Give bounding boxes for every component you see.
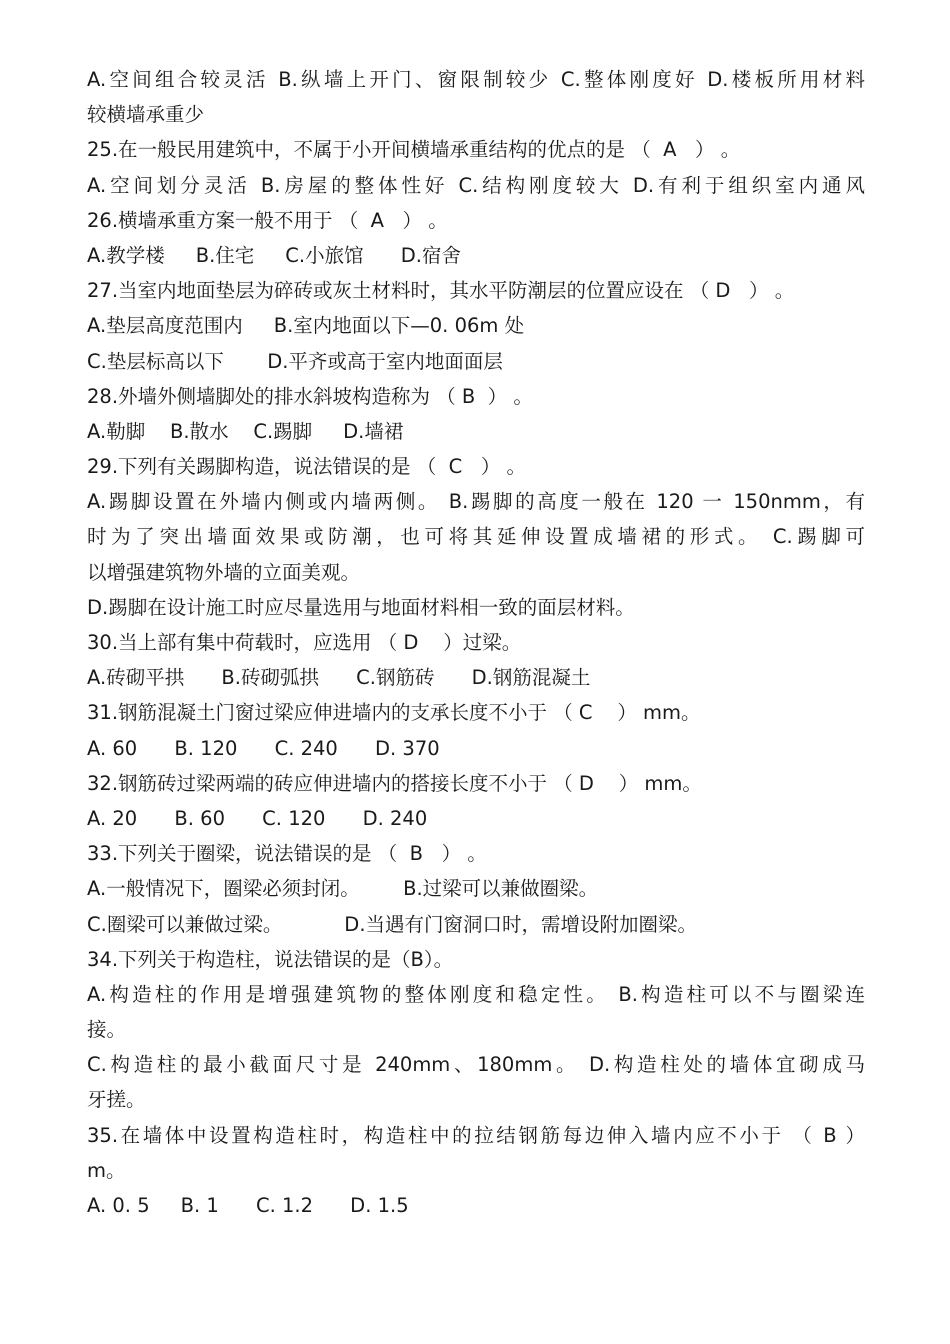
text-line: 26.横墙承重方案一般不用于 （ A ） 。 xyxy=(87,208,448,232)
text-line: A.教学楼 B.住宅 C.小旅馆 D.宿舍 xyxy=(87,243,461,267)
text-line: A.一般情况下，圈梁必须封闭。 B.过梁可以兼做圈梁。 xyxy=(87,877,599,901)
text-line: A. 60 B. 120 C. 240 D. 370 xyxy=(87,736,440,760)
text-line: A.砖砌平拱 B.砖砌弧拱 C.钢筋砖 D.钢筋混凝土 xyxy=(87,666,591,690)
text-line: 29.下列有关踢脚构造，说法错误的是 （ C ） 。 xyxy=(87,455,527,479)
text-line: A.空间组合较灵活 B.纵墙上开门、窗限制较少 C.整体刚度好 D.楼板所用材料 xyxy=(87,68,865,91)
text-line: 30.当上部有集中荷载时，应选用 （ D ）过梁。 xyxy=(87,631,522,654)
text-line: 25.在一般民用建筑中，不属于小开间横墙承重结构的优点的是 （ A ） 。 xyxy=(87,138,741,162)
text-line: A.垫层高度范围内 B.室内地面以下—0. 06m 处 xyxy=(87,314,525,338)
text-line: 27.当室内地面垫层为碎砖或灰土材料时，其水平防潮层的位置应设在 （ D ） 。 xyxy=(87,279,795,303)
text-line: C.构造柱的最小截面尺寸是 240mm、180mm。 D.构造柱处的墙体宜砌成马 xyxy=(87,1053,865,1077)
text-line: A. 20 B. 60 C. 120 D. 240 xyxy=(87,806,428,830)
question-text-block xyxy=(87,62,865,1223)
text-line: 35.在墙体中设置构造柱时，构造柱中的拉结钢筋每边伸入墙内应不小于 （ B ） xyxy=(87,1123,865,1147)
text-line: 较横墙承重少 xyxy=(87,103,205,127)
text-line: m。 xyxy=(87,1158,126,1182)
text-line: A.空间划分灵活 B.房屋的整体性好 C.结构刚度较大 D.有利于组织室内通风 xyxy=(87,173,865,197)
text-line: 32.钢筋砖过梁两端的砖应伸进墙内的搭接长度不小于 （ D ） mm。 xyxy=(87,771,702,795)
text-line: 时为了突出墙面效果或防潮，也可将其延伸设置成墙裙的形式。 C.踢脚可 xyxy=(87,525,865,549)
text-line: 28.外墙外侧墙脚处的排水斜坡构造称为 （ B ） 。 xyxy=(87,384,533,408)
text-line: 以增强建筑物外墙的立面美观。 xyxy=(87,560,361,584)
text-line: C.垫层标高以下 D.平齐或高于室内地面面层 xyxy=(87,349,503,373)
text-line: C.圈梁可以兼做过梁。 D.当遇有门窗洞口时，需增设附加圈梁。 xyxy=(87,912,698,936)
text-line: 34.下列关于构造柱，说法错误的是（B）。 xyxy=(87,947,454,971)
text-line: A.勒脚 B.散水 C.踢脚 D.墙裙 xyxy=(87,419,404,443)
text-line: A.构造柱的作用是增强建筑物的整体刚度和稳定性。 B.构造柱可以不与圈梁连 xyxy=(87,982,865,1006)
text-line: D.踢脚在设计施工时应尽量选用与地面材料相一致的面层材料。 xyxy=(87,595,635,619)
text-line: 31.钢筋混凝土门窗过梁应伸进墙内的支承长度不小于 （ C ） mm。 xyxy=(87,701,701,725)
text-line: A.踢脚设置在外墙内侧或内墙两侧。 B.踢脚的高度一般在 120 一 150nmm，有 xyxy=(87,490,865,514)
text-line: 接。 xyxy=(87,1018,127,1042)
text-line: 33.下列关于圈梁，说法错误的是 （ B ） 。 xyxy=(87,842,487,866)
text-line: 牙搓。 xyxy=(87,1088,146,1112)
text-line: A. 0. 5 B. 1 C. 1.2 D. 1.5 xyxy=(87,1194,409,1217)
